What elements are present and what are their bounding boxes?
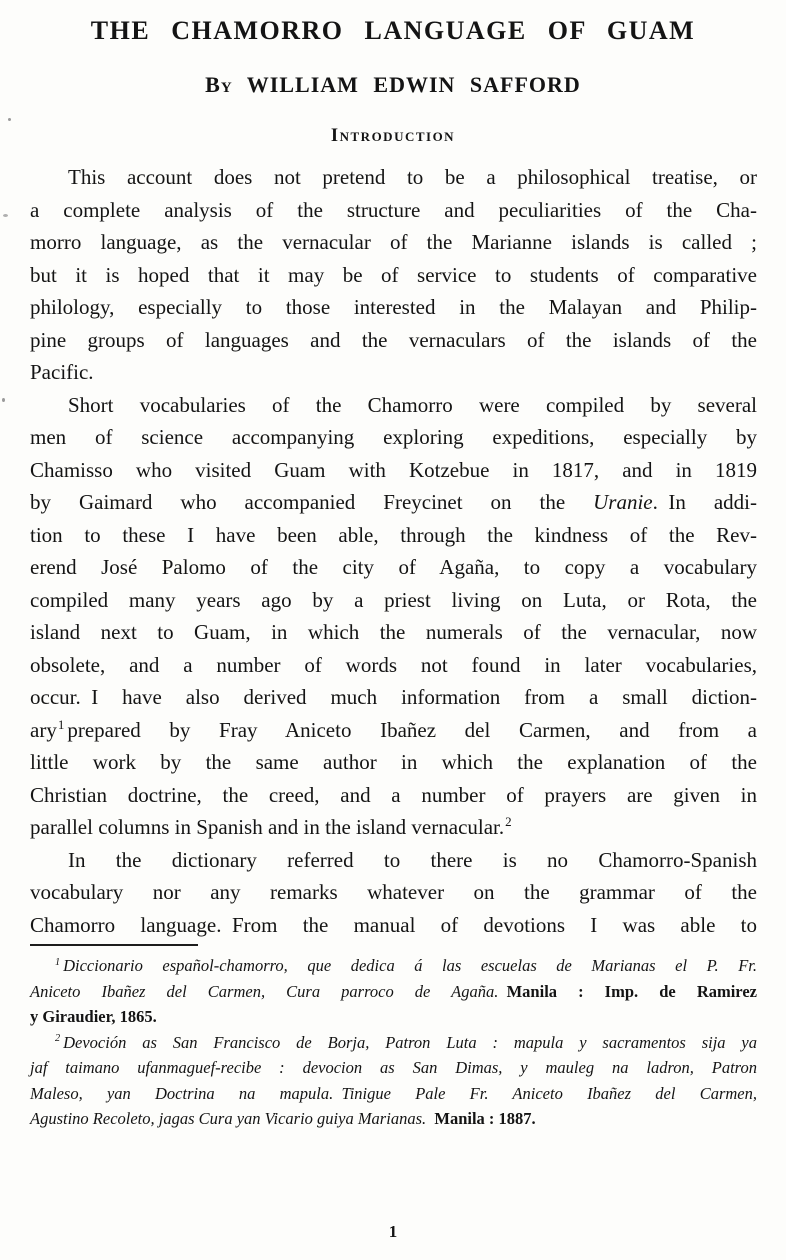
- text-segment: but it is hoped that it may be of service to students of comparative: [30, 262, 757, 287]
- text-segment: Aniceto Ibañez del Carmen, Cura parroco de Agaña.: [30, 981, 499, 1001]
- text-segment: Manila : 1887.: [426, 1109, 536, 1128]
- text-segment: tion to these I have been able, through the kindness of the Rev-: [30, 522, 757, 547]
- paragraph: [30, 389, 757, 844]
- footnote-text: [30, 953, 757, 1132]
- text-line: [30, 324, 757, 357]
- text-segment: compiled many years ago by a priest living on Luta, or Rota, the: [30, 587, 757, 612]
- footnote-marker: 1: [55, 956, 61, 968]
- text-line: [30, 486, 757, 519]
- text-line: [30, 649, 757, 682]
- text-segment: This account does not pretend to be a philosophical treatise, or: [68, 165, 757, 189]
- text-segment: In the dictionary referred to there is no Chamorro-Spanish: [68, 847, 757, 872]
- text-segment: Devoción as San Francisco de Borja, Patron Luta : mapula y sacramentos sija ya: [63, 1032, 757, 1052]
- text-line: [30, 1081, 757, 1107]
- text-segment: morro language, as the vernacular of the Marianne islands is called ;: [30, 230, 757, 254]
- text-line: [30, 616, 757, 649]
- text-segment: Uranie: [593, 490, 653, 514]
- text-line: [30, 876, 757, 909]
- footnote: [30, 1030, 757, 1132]
- footnote-rule: [30, 944, 198, 946]
- text-line: [30, 953, 757, 979]
- text-segment: pine groups of languages and the vernaculars of the islands of the: [30, 327, 757, 352]
- text-line: [30, 714, 757, 747]
- text-segment: Pacific.: [30, 360, 94, 384]
- body-text: [30, 161, 757, 941]
- text-segment: philology, especially to those interested in the Malayan and Philip-: [30, 295, 757, 319]
- text-segment: Maleso, yan Doctrina na mapula. Tinigue Pale Fr. Aniceto Ibañez del Carmen,: [30, 1083, 757, 1103]
- text-segment: little work by the same author in which the explanation of the: [30, 750, 757, 774]
- text-segment: Diccionario español-chamorro, que dedica á las escuelas de Marianas el P. Fr.: [63, 956, 757, 975]
- scan-speck: [2, 398, 5, 402]
- text-line: [30, 681, 757, 714]
- text-line: [30, 291, 757, 324]
- footnote-marker: 2: [505, 814, 512, 829]
- text-line: [30, 584, 757, 617]
- text-line: [30, 226, 757, 259]
- text-segment: Short vocabularies of the Chamorro were compiled by several: [68, 392, 757, 417]
- text-segment: y Giraudier, 1865.: [30, 1007, 157, 1026]
- text-segment: Agustino Recoleto, jagas Cura yan Vicario guiya Marianas.: [30, 1109, 427, 1128]
- text-segment: island next to Guam, in which the numerals of the vernacular, now: [30, 620, 757, 644]
- text-segment: by Gaimard who accompanied Freycinet on the: [30, 490, 594, 514]
- text-line: [30, 1055, 757, 1081]
- text-segment: Christian doctrine, the creed, and a number of prayers are given in: [30, 782, 757, 807]
- text-segment: occur. I have also derived much information from a small diction-: [30, 685, 757, 709]
- footnote: [30, 953, 757, 1030]
- footnotes: [30, 944, 757, 1132]
- footnote-marker: 2: [55, 1033, 61, 1044]
- footnote-marker: 1: [57, 716, 65, 732]
- text-segment: parallel columns in Spanish and in the island vernacular.: [30, 815, 505, 839]
- text-segment: men of science accompanying exploring expeditions, especially by: [30, 425, 757, 449]
- text-segment: a complete analysis of the structure and peculiarities of the Cha-: [30, 197, 757, 222]
- text-line: [30, 194, 757, 227]
- text-segment: obsolete, and a number of words not found in later vocabularies,: [30, 652, 757, 677]
- text-segment: Chamorro language. From the manual of devotions I was able to: [30, 912, 757, 937]
- text-line: [30, 779, 757, 812]
- paragraph: [30, 161, 757, 389]
- section-heading: Introduction: [330, 126, 456, 146]
- text-line: [30, 519, 757, 552]
- text-segment: jaf taimano ufanmaguef-recibe : devocion as San Dimas, y mauleg na ladron, Patron: [30, 1058, 757, 1077]
- text-line: [30, 356, 757, 389]
- text-segment: erend José Palomo of the city of Agaña, to copy a vocabulary: [30, 555, 757, 579]
- text-line: [30, 421, 757, 454]
- text-line: [30, 1004, 757, 1030]
- scan-speck: [8, 118, 11, 121]
- paragraph: [30, 844, 757, 942]
- text-segment: ary: [30, 717, 57, 742]
- text-segment: . In addi-: [652, 490, 757, 514]
- text-segment: vocabulary nor any remarks whatever on the grammar of the: [30, 880, 757, 904]
- text-line: [30, 746, 757, 779]
- page-title: THE CHAMORRO LANGUAGE OF GUAM: [90, 16, 696, 45]
- text-line: [30, 259, 757, 292]
- text-segment: Manila : Imp. de Ramirez: [498, 981, 757, 1001]
- text-line: [30, 161, 757, 194]
- text-segment: Chamisso who visited Guam with Kotzebue in 1817, and in 1819: [30, 457, 757, 482]
- text-line: [30, 551, 757, 584]
- text-segment: prepared by Fray Aniceto Ibañez del Carmen, and from a: [67, 717, 757, 742]
- text-line: [30, 1106, 757, 1132]
- text-line: [30, 454, 757, 487]
- byline: By WILLIAM EDWIN SAFFORD: [205, 72, 581, 97]
- text-line: [30, 909, 757, 942]
- text-line: [30, 811, 757, 844]
- text-line: [30, 844, 757, 877]
- scan-speck: [3, 214, 8, 217]
- page-number: 1: [388, 1222, 398, 1241]
- text-line: [30, 389, 757, 422]
- text-line: [30, 1030, 757, 1056]
- text-line: [30, 979, 757, 1005]
